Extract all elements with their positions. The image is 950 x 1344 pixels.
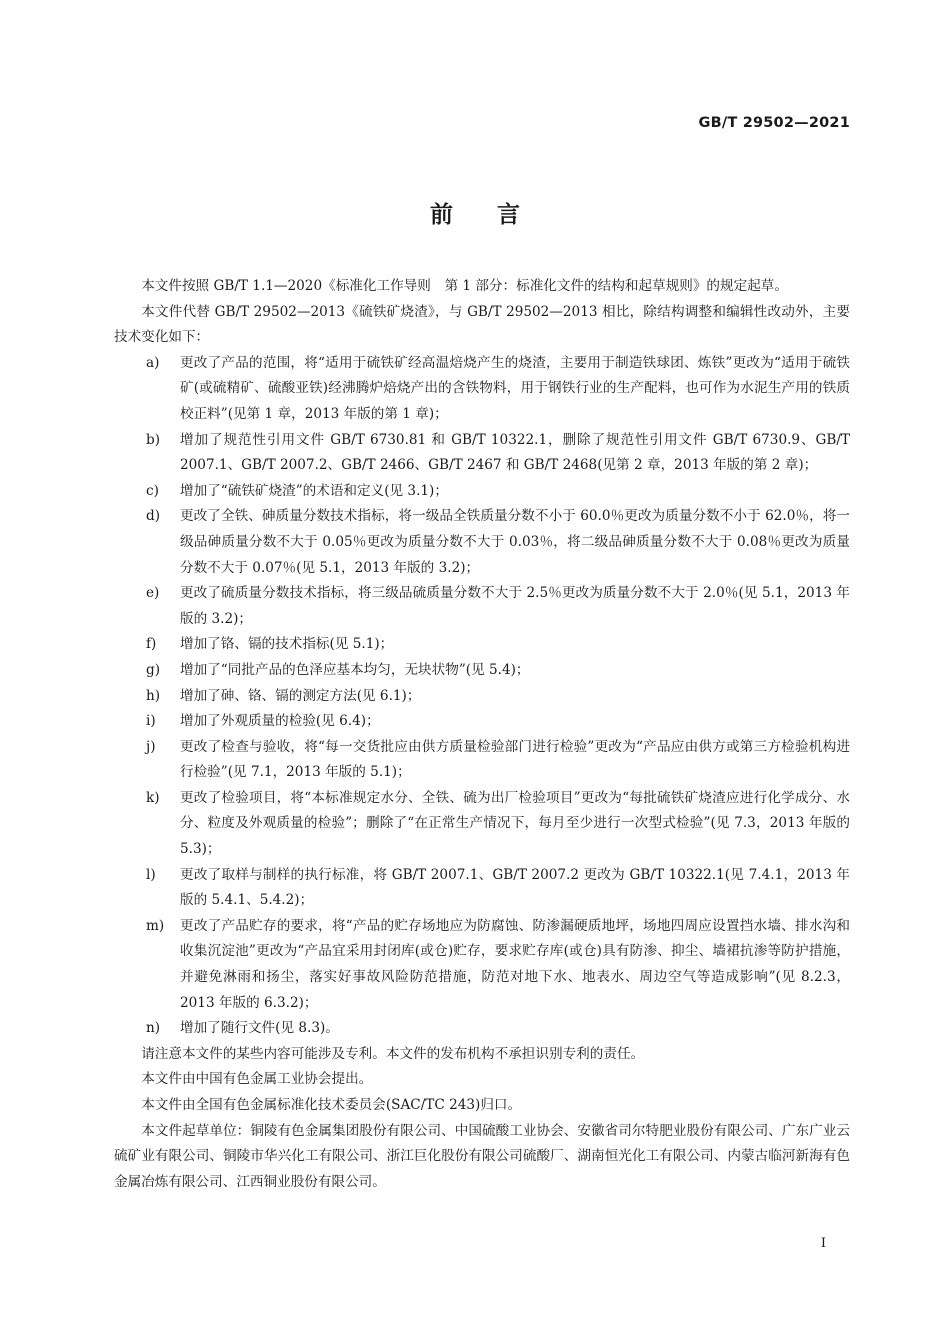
- list-item: [114, 479, 850, 505]
- list-item-text: 增加了随行文件(见 8.3)。: [180, 1020, 339, 1037]
- list-item-text: 更改了检查与验收，将“每一交货批应由供方质量检验部门进行检验”更改为“产品应由供方或第三方检验机构进行检验”(见 7.1，2013 年版的 5.1)；: [180, 738, 850, 781]
- list-item-label: i): [146, 713, 156, 730]
- list-item-label: m): [146, 917, 165, 934]
- list-item-label: n): [146, 1020, 161, 1037]
- page-title: 前言: [430, 202, 564, 228]
- list-item: [114, 428, 850, 479]
- list-item-text: 更改了取样与制样的执行标准，将 GB/T 2007.1、GB/T 2007.2 更改为 GB/T 10322.1(见 7.4.1，2013 年版的 5.4.1、5.4.2)；: [180, 866, 850, 909]
- technical-changes-list: [114, 351, 850, 1042]
- list-item: [114, 1016, 850, 1042]
- list-item-label: f): [146, 636, 157, 653]
- list-item-text: 更改了检验项目，将“本标准规定水分、全铁、硫为出厂检验项目”更改为“每批硫铁矿烧渣应进行化学成分、水分、粒度及外观质量的检验”；删除了“在正常生产情况下，每月至少进行一次型式检验”(见 7.3，2013 年版的 5.3)；: [180, 789, 850, 858]
- list-item: [114, 684, 850, 710]
- list-item: [114, 863, 850, 914]
- list-item-label: e): [146, 585, 160, 602]
- list-item-text: 更改了全铁、砷质量分数技术指标，将一级品全铁质量分数不小于 60.0％更改为质量分数不小于 62.0％，将一级品砷质量分数不大于 0.05％更改为质量分数不大于 0.03％，将二级品砷质量分数不大于 0.08％更改为质量分数不大于 0.07％(见 5.1，2013 年版的 3.2)；: [180, 508, 850, 576]
- patent-notice-paragraph: 请注意本文件的某些内容可能涉及专利。本文件的发布机构不承担识别专利的责任。: [141, 1045, 645, 1062]
- list-item-label: d): [146, 508, 161, 525]
- list-item-label: a): [146, 354, 160, 371]
- list-item: [114, 658, 850, 684]
- list-item-label: b): [146, 431, 161, 448]
- list-item-text: 增加了规范性引用文件 GB/T 6730.81 和 GB/T 10322.1，删除了规范性引用文件 GB/T 6730.9、GB/T 2007.1、GB/T 2007.2、GB/T 2466、GB/T 2467 和 GB/T 2468(见第 2 章，2013 年版的第 2 章)；: [180, 431, 850, 474]
- list-item-label: k): [146, 789, 160, 806]
- list-item: [114, 351, 850, 428]
- intro-paragraph-replacement: 本文件代替 GB/T 29502—2013《硫铁矿烧渣》，与 GB/T 29502—2013 相比，除结构调整和编辑性改动外，主要技术变化如下：: [114, 303, 850, 346]
- list-item-text: 增加了砷、铬、镉的测定方法(见 6.1)；: [180, 687, 421, 704]
- list-item: [114, 632, 850, 658]
- standard-code: GB/T 29502—2021: [698, 115, 850, 131]
- list-item-text: 增加了铬、镉的技术指标(见 5.1)；: [180, 636, 394, 653]
- page-number: I: [820, 1236, 826, 1251]
- list-item-text: 增加了“同批产品的色泽应基本均匀，无块状物”(见 5.4)；: [180, 661, 530, 678]
- list-item: [114, 914, 850, 1016]
- list-item: [114, 735, 850, 786]
- list-item-label: h): [146, 687, 161, 704]
- list-item-label: c): [146, 482, 159, 499]
- list-item: [114, 581, 850, 632]
- list-item-text: 增加了外观质量的检验(见 6.4)；: [180, 713, 380, 730]
- list-item: [114, 709, 850, 735]
- list-item-text: 更改了产品贮存的要求，将“产品的贮存场地应为防腐蚀、防渗漏硬质地坪，场地四周应设置挡水墙、排水沟和收集沉淀池”更改为“产品宜采用封闭库(或仓)贮存，要求贮存库(或仓)具有防渗、抑尘、墙裙抗渗等防护措施，并避免淋雨和扬尘，落实好事故风险防范措施，防范对地下水、地表水、周边空气等造成影响”(见 8.2.3，2013 年版的 6.3.2)；: [180, 917, 850, 1011]
- list-item-label: l): [146, 866, 156, 883]
- list-item: [114, 786, 850, 863]
- proposer-paragraph: 本文件由中国有色金属工业协会提出。: [141, 1071, 373, 1088]
- list-item-label: j): [146, 738, 156, 755]
- list-item-text: 增加了“硫铁矿烧渣”的术语和定义(见 3.1)；: [180, 482, 448, 499]
- list-item-text: 更改了硫质量分数技术指标，将三级品硫质量分数不大于 2.5％更改为质量分数不大于 2.0％(见 5.1，2013 年版的 3.2)；: [180, 585, 850, 627]
- document-body: [114, 274, 850, 1195]
- list-item: [114, 504, 850, 581]
- list-item-label: g): [146, 661, 161, 678]
- list-item-text: 更改了产品的范围，将“适用于硫铁矿经高温焙烧产生的烧渣，主要用于制造铁球团、炼铁”更改为“适用于硫铁矿(或硫精矿、硫酸亚铁)经沸腾炉焙烧产出的含铁物料，用于钢铁行业的生产配料，也可作为水泥生产用的铁质校正料”(见第 1 章，2013 年版的第 1 章)；: [180, 354, 850, 422]
- committee-paragraph: 本文件由全国有色金属标准化技术委员会(SAC/TC 243)归口。: [141, 1097, 522, 1113]
- intro-paragraph-drafting-rules: 本文件按照 GB/T 1.1—2020《标准化工作导则 第 1 部分：标准化文件的结构和起草规则》的规定起草。: [141, 278, 788, 294]
- drafting-units-paragraph: 本文件起草单位：铜陵有色金属集团股份有限公司、中国硫酸工业协会、安徽省司尔特肥业股份有限公司、广东广业云硫矿业有限公司、铜陵市华兴化工有限公司、浙江巨化股份有限公司硫酸厂、湖南恒光化工有限公司、内蒙古临河新海有色金属冶炼有限公司、江西铜业股份有限公司。: [114, 1122, 850, 1190]
